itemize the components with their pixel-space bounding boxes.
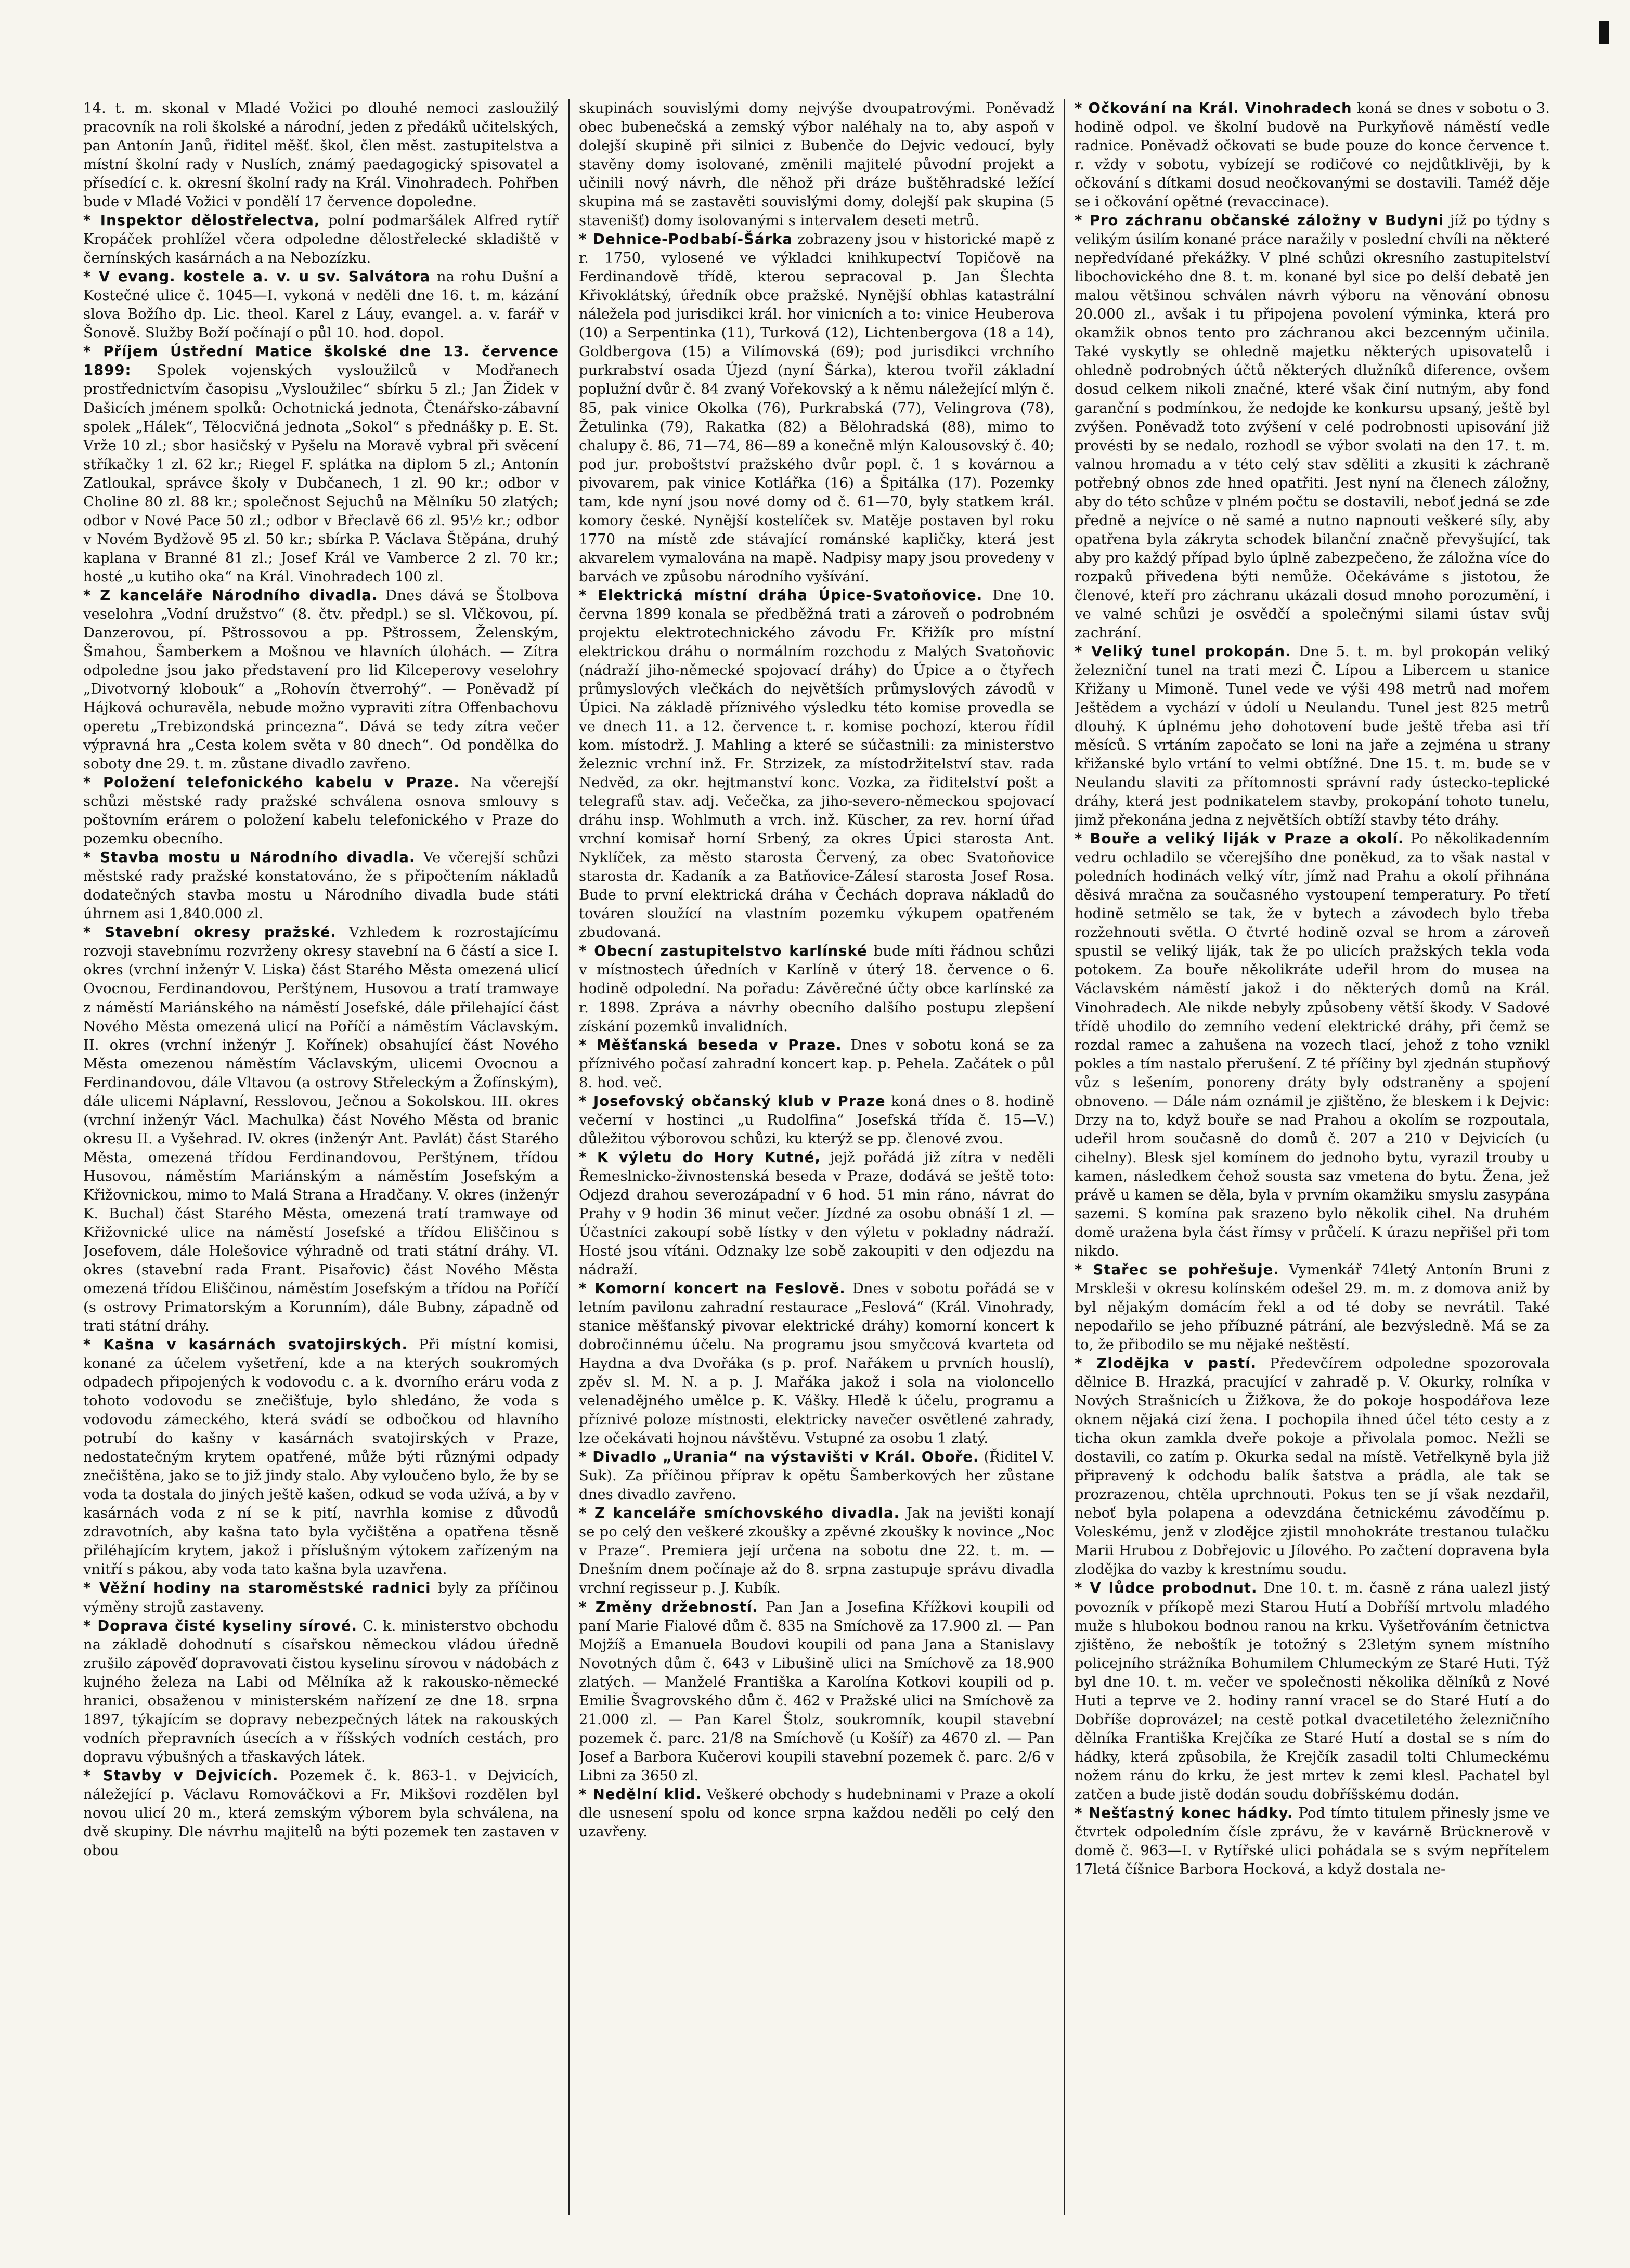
article-headline: * V evang. kostele a. v. u sv. Salvátora [83,268,431,285]
news-article [579,230,1054,586]
article-body: Po několikadenním vedru ochladilo se včerejšího dne poněkud, za to však nastal v poledních hodinách velký vítr, jímž nad Prahu a okolí přihnána děsivá mračna za současného vystoupení temperatury. Po třetí hodině setmělo se tak, že v bytech a závodech bylo třeba rozžehnouti světla. O čtvrté hodině ozval se hrom a zároveň spustil se veliký liják, tak že po ulicích pražských tekla voda potokem. Za bouře několikráte udeřil hrom do musea na Václavském náměstí jakož i do některých domů na Král. Vinohradech. Ale nikde nebyly způsobeny větší škody. V Sadové třídě uhodilo do zemního vedení elektrické dráhy, při čemž se rozdal ramec a zahušena na vozech tlací, jehož z toho vznikl pokles a tím nastalo přerušení. Z té příčiny byl zjednán stupňový vůz s lešením, ponoreny dráty byly odstraněny a spojení obnoveno. — Dále nám oznámil je zjištěno, že bleskem i k Dejvic: Drzy na to, když bouře se nad Prahou a okolím se rozpoutala, udeřil hrom současně do domů č. 207 a 210 v Dejvicích (u cihelny). Blesk sjel komínem do jednoho bytu, vyrazil trouby u kamen, následkem čehož sousta saz vmetena do bytu. Žena, jež právě u kamen se děla, byla v prvním okamžiku smyslu zasypána sazemi. S komína pak srazeno bylo několik cihel. Na druhém domě uražena byla část římsy v průčelí. K úrazu nepřišel při tom nikdo. [1075,830,1550,1259]
article-headline: * Věžní hodiny na staroměstské radnici [83,1580,431,1597]
news-article [83,211,559,267]
article-body: na rohu Dušní a Kostečné ulice č. 1045—I. vykoná v neděli dne 16. t. m. kázání slova Božího dp. Lic. theol. Karel z Láuy, evangel. a. v. farář v Šonově. Služby Boží počínají o půl 10. hod. dopol. [83,268,559,342]
article-headline: * Stařec se pohřešuje. [1075,1261,1279,1278]
article-body: Na včerejší schůzi městské rady pražské schválena osnova smlouvy s poštovním erárem o položení kabelu telefonického v Praze do pozemku obecního. [83,774,559,848]
news-article [83,342,559,585]
article-body: Dnes v sobotu pořádá se v letním pavilonu zahradní restaurace „Feslová“ (Král. Vinohrady, stanice měšťanský pivovar elektrické dráhy) komorní koncert k dobročinnému účelu. Na programu jsou smyčcová kvarteta od Haydna a dva Dvořáka (s p. prof. Nařákem u prvních houslí), zpěv sl. M. N. a p. J. Mařáka jakož i sola na violoncello velenadějného umělce p. K. Vášky. Hledě k účelu, programu a příznivé poloze místnosti, elektricky navečer osvětlené zahrady, lze očekávati hojnou návštěvu. Vstupné za osobu 1 zlatý. [579,1280,1054,1447]
article-headline: * Nešťastný konec hádky. [1075,1804,1293,1821]
article-headline: * Kašna v kasárnách svatojirských. [83,1336,408,1353]
article-body: bude míti řádnou schůzi v místnostech úředních v Karlíně v úterý 18. července o 6. hodině odpolední. Na pořadu: Závěrečné účty obce karlínské za r. 1898. Zpráva a návrhy obecního dalšího postupu zlepšení získání pozemků invalidních. [579,943,1054,1035]
article-headline: * Bouře a veliký liják v Praze a okolí. [1075,830,1404,848]
news-article [83,848,559,923]
article-body: Vymenkář 74letý Antonín Bruni z Mrskleši v okresu kolínském odešel 29. m. m. z domova aniž by byl nějakým domácím řekl a od té doby se nevrátil. Také nepodařilo se jeho příbuzné pátrání, ale bezvýsledně. Má se za to, že přibodilo se mu nějaké neštěstí. [1075,1261,1550,1353]
article-body: Dne 10. t. m. časně z rána ualezl jistý povozník v příkopě mezi Starou Hutí a Dobříší mrtvolu mladého muže s hlubokou bodnou ranou na krku. Vyšetřováním četnictva zjištěno, že neboštík je totožný s 23letým synem místního policejního strážníka Bohumilem Chlumeckým ze Staré Huti. Týž byl dne 10. t. m. večer ve společnosti několika dělníků z Nové Huti a teprve ve 2. hodiny ranní vracel se do Staré Hutí a do Dobříše doprovázel; na cestě potkal dvacetiletého železničního dělníka Františka Krejčíka ze Staré Hutí a dostal se s ním do hádky, která způsobila, že Krejčík zasadil tolti Chlumeckému nožem ránu do krku, že jest mrtev k zemi klesl. Pachatel byl zatčen a bude jistě dodán soudu dobříšskému dodán. [1075,1580,1550,1803]
news-article [1075,1354,1550,1579]
corner-mark [1599,21,1609,44]
article-headline: * Pro záchranu občanské záložny v Budyni [1075,212,1444,229]
article-headline: * V lůdce probodnut. [1075,1580,1258,1597]
article-body: jejž pořádá již zítra v neděli Řemeslnicko-živnostenská beseda v Praze, dodává se ještě toto: Odjezd drahou severozápadní v 6 hod. 51 min ráno, návrat do Prahy v 9 hodin 36 minut večer. Jízdné za osobu obnáší 1 zl. — Účastníci zakoupí sobě lístky v den výletu v pokladny nádraží. Hosté jsou vítáni. Odznaky lze sobě zakoupiti v den odjezdu na nádraží. [579,1149,1054,1278]
news-article [83,1579,559,1616]
article-body: Pan Jan a Josefina Křížkovi koupili od paní Marie Fialové dům č. 835 na Smíchově za 17.900 zl. — Pan Mojžíš a Emanuela Boudovi koupili od pana Jana a Stanislavy Novotných dům č. 643 v Libušině ulici na Smíchově za 18.900 zlatých. — Manželé Františka a Karolína Kotkovi koupili od p. Emilie Švagrovského dům č. 462 v Pražské ulici na Smíchově za 21.000 zl. — Pan Karel Štolz, soukromník, koupil stavební pozemek č. parc. 21/8 na Smíchově (u Košíř) za 4670 zl. — Pan Josef a Barbora Kučerovi koupili stavební pozemek č. parc. 2/6 v Libni za 3650 zl. [579,1598,1054,1784]
article-headline: * Položení telefonického kabelu v Praze. [83,774,460,791]
article-body: Jak na jevišti konají se po celý den veškeré zkoušky a zpěvné zkoušky k novince „Noc v Praze“. Premiera její určena na sobotu dne 22. t. m. — Dnešním dnem počínaje až do 8. srpna zastupuje správu divadla vrchní regisseur p. J. Kubík. [579,1505,1054,1597]
news-article [83,1766,559,1860]
article-headline: * Dehnice-Podbabí-Šárka [579,231,793,248]
article-body: koná dnes o 8. hodině večerní v hostinci „u Rudolfina“ Josefská třída č. 15—V.) důležitou výborovou schůzi, ku kterýž se pp. členové zvou. [579,1092,1054,1147]
news-article [1075,1804,1550,1879]
news-article [1075,1579,1550,1803]
article-body: Pozemek č. k. 863-1. v Dejvicích, náležející p. Václavu Romováčkovi a Fr. Mikšovi rozdělen byl novou ulicí 20 m., která zemským výborem byla schválena, na dvě skupiny. Dle návrhu majitelů na býti pozemek ten zastaven v obou [83,1767,559,1859]
article-body: Předevčírem odpoledne spozorovala dělnice B. Hrazká, pracující v zahradě p. V. Okurky, rolníka v Nových Strašnicích u Žižkova, že do pokoje hospodářova leze oknem nějaká cizí žena. I pochopila ihned účel této cesty a z ticha okun zamkla dveře pokoje a přivolala pomoc. Nežli se dostavili, co zatím p. Okurka sedal na místě. Vetřelkyně byla již připravený k odchodu balík šatstva a prádla, ale tak se prozrazenou, chtěla uprchnouti. Pokus ten se jí však nezdařil, neboť byla polapena a odevzdána četnickému závodčímu p. Voleskému, jenž v zlodějce zjistil mnohokráte trestanou tulačku Marii Hrubou z Dobřejovic u Jílového. Po začtení dopravena byla zlodějka do vazby k krestnímu soudu. [1075,1355,1550,1578]
news-article [1075,642,1550,829]
news-article [579,1036,1054,1092]
article-headline: * Stavba mostu u Národního divadla. [83,849,416,866]
news-article [83,1335,559,1579]
article-body: jíž po týdny s velikým úsilím konané práce naražily v poslední chvíli na některé nepředvídané překážky. V plné schůzi okresního zastupitelství libochovického dne 8. t. m. konané byl sice po delší debatě jen malou většinou schválen návrh výboru na věnování obnosu 20.000 zl., avšak i tu připojena povolení výminka, která pro okamžik obnos tento pro záchranou akci bezcenným učinila. Také vyskytly se ohledně majetku některých upisovatelů i ohledně podrobných účtů některých dlužníků diference, ovšem dosud celkem nikoli značné, které však činí nutným, aby fond garanční s podmínkou, že nedojde ke konkursu upsaný, ještě byl zvýšen. Poněvadž toto zvýšení v celé podrobnosti upisování již provésti by se nedalo, rozhodl se výbor svolati na den 17. t. m. valnou hromadu a v této celý stav sděliti a zkusiti k záchraně potřebný obnos zde hned opatřiti. Jest nyní na členech záložny, aby do této schůze v plném počtu se dostavili, neboť jedná se zde předně a nejvíce o ně samé a nutno napnouti veškeré síly, aby opatřena byla zákryta schodek bilanční značně převyšující, tak aby pro každý případ bylo úplně zabezpečeno, že záložna více do rozpaků přivedena býti nemůže. Očekáváme s jistotou, že členové, kteří pro záchranu ukázali dosud mnoho porozumění, i ve valné schůzi je osvědčí a společnými silami ústav svůj zachrání. [1075,212,1550,641]
news-article [83,1617,559,1766]
news-article [83,267,559,342]
column-3 [1075,99,1550,2220]
article-headline: * Doprava čisté kyseliny sírové. [83,1617,357,1634]
article-body: C. k. ministerstvo obchodu na základě dohodnutí s císařskou německou vládou úředně zrušilo zápověď dopravovati čistou kyselinu sírovou v nádobách z kujného železa na Labi od Mělníka až k rakousko-německé hranici, obsaženou v ministerském nařízení ze dne 18. srpna 1897, týkajícím se dopravy nebezpečných látek na rakouských vodních přepravních úsecích a v říšských vodních cestách, pro dopravu výbušných a třaskavých látek. [83,1617,559,1765]
news-article [579,942,1054,1035]
column-rule-2 [1064,99,1065,2215]
article-headline: * Obecní zastupitelstvo karlínské [579,943,868,960]
article-headline: * Změny držebností. [579,1598,758,1615]
article-headline: * Stavby v Dejvicích. [83,1767,279,1784]
article-headline: * Zlodějka v pastí. [1075,1355,1257,1372]
article-body: Vzhledem k rozrostajícímu rozvoji stavebnímu rozvrženy okresy stavební na 6 částí a sice I. okres (vrchní inženýr V. Liska) část Starého Města omezená ulicí Ovocnou, Ferdinandovou, Perštýnem, Husovou a tratí tramwaye z náměstí Mariánského na náměstí Josefské, dále přilehající část Nového Města omezená ulicí na Poříčí a náměstím Václavským. II. okres (vrchní inženýr J. Kořínek) obsahující část Nového Města omezenou náměstím Václavským, ulicemi Ovocnou a Ferdinandovou, dále Vltavou (a ostrovy Střeleckým a Žofínským), dále ulicemi Náplavní, Resslovou, Ječnou a Sokolskou. III. okres (vrchní inženýr Václ. Machulka) část Nového Města od branic okresu II. a Vyšehrad. IV. okres (inženýr Ant. Pavlát) část Starého Města, omezená třídou Ferdinandovou, Perštýnem, třídou Husovou, náměstím Mariánským a náměstím Josefským a Křižovnickou, mimo to Malá Strana a Hradčany. V. okres (inženýr K. Buchal) část Starého Města, omezená tratí tramwaye od Křižovnické ulice na náměstí Josefské a třídou Eliščinou s Josefovem, dále Holešovice výhradně od trati státní dráhy. VI. okres (stavební rada Frant. Pisařovic) část Nového Města omezená třídou Eliščinou, náměstím Josefským a třídou na Poříčí (s ostrovy Primatorským a Korunním), dále Bubny, západně od trati státní dráhy. [83,924,559,1335]
news-article [579,1785,1054,1841]
news-article [579,1598,1054,1785]
news-article [83,586,559,773]
news-article [83,99,559,211]
article-headline: * K výletu do Hory Kutné, [579,1149,821,1166]
news-article [579,1148,1054,1279]
news-article [1075,829,1550,1260]
article-body: zobrazeny jsou v historické mapě z r. 1750, vylosené ve výkladci knihkupectví Topičově na Ferdinandově třídě, kterou sepracoval p. Jan Šlechta Křivoklátský, úředník obce pražské. Nynější obhlas katastrální náležela pod jurisdikci král. hor vinicních a to: vinice Heuberova (10) a Serpentinka (11), Turková (12), Lichtenbergova (18 a 14), Goldbergova (15) a Vilímovská (69); pod jurisdikci vrchního purkrabství osada Újezd (nyní Šárka), kterou tvořil základní poplužní dvůr č. 84 zvaný Vořekovský a k němu náležející mlýn č. 85, pak vinice Okolka (76), Purkrabská (77), Velingrova (78), Žetulinka (79), Rakatka (82) a Bělohradská (88), mimo to chalupy č. 86, 71—74, 86—89 a konečně mlýn Kalousovský č. 40; pod jur. proboštství pražského dvůr popl. č. 1 s kovárnou a pivovarem, pak vinice Kotlářka (16) a Špitálka (17). Pozemky tam, kde nyní jsou nové domy od č. 61—70, byly statkem král. komory české. Nynější kostelíček sv. Matěje postaven byl roku 1770 na místě zde stávající románské kapličky, která jest akvarelem vymalována na mapě. Nadpisy mapy jsou provedeny v barvách ve způsobu národního vyšívání. [579,231,1054,585]
article-body: polní podmaršálek Alfred rytíř Kropáček prohlížel včera odpoledne dělostřelecké skladiště v černínských kasárnách a na Nebozízku. [83,212,559,267]
column-rule-1 [568,99,570,2215]
article-headline: * Inspektor dělostřelectva, [83,212,320,229]
article-body: koná se dnes v sobotu o 3. hodině odpol. ve školní budově na Purkyňově náměstí vedle radnice. Poněvadž očkovati se bude pouze do konce července t. r. vždy v sobotu, vybízejí se rodičové co nejdůtklivěji, by k očkování s dítkami dosud neočkovanými se dostavili. Taméž děje se i očkování opětné (revaccinace). [1075,100,1550,211]
article-body: byly za příčinou výměny strojů zastaveny. [83,1580,559,1615]
article-body: Spolek vojenských vysloužilců v Modřanech prostřednictvím časopisu „Vysloužilec“ sbírku 5 zl.; Jan Židek v Dašicích jménem spolků: Ochotnická jednota, Čtenářsko-zábavní spolek „Hálek“, Tělocvičná jednota „Sokol“ s přednášky p. E. St. Vrže 10 zl.; sbor hasičský v Pyšelu na Moravě vybral při svěcení stříkačky 1 zl. 62 kr.; Riegel F. splátka na diplom 5 zl.; Antonín Zatloukal, správce školy v Dubčanech, 1 zl. 90 kr.; odbor v Choline 80 zl. 88 kr.; společnost Sejuchů na Mělníku 50 zlatých; odbor v Nové Pace 50 zl.; odbor v Břeclavě 66 zl. 95½ kr.; odbor v Novém Bydžově 95 zl. 50 kr.; sbírka P. Václava Štěpána, druhý kaplana v Branné 81 zl.; Josef Král ve Vamberce 2 zl. 70 kr.; hosté „u kutiho oka“ na Král. Vinohradech 100 zl. [83,362,559,585]
news-article [1075,1260,1550,1354]
news-article [579,586,1054,942]
article-headline: * Měšťanská beseda v Praze. [579,1036,842,1053]
news-article [579,99,1054,230]
article-headline: * Příjem Ústřední Matice školské dne 13. července 1899: [83,343,559,379]
newspaper-columns [83,99,1550,2220]
news-article [579,1504,1054,1597]
article-body: skupinách souvislými domy nejvýše dvoupatrovými. Poněvadž obec bubenečská a zemský výbor naléhaly na to, aby aspoň v dolejší skupině při silnici z Bubenče do Dejvic vedoucí, byly stavěny domy isolované, změnili majitelé původní projekt a učinili nový návrh, dle něhož při dráze buštěhradské ležící skupina má se zastavěti souvislými domy, dolejší pak skupina (5 stavenišť) domy isolovanými s intervalem deseti metrů. [579,100,1054,229]
news-article [579,1448,1054,1504]
article-headline: * Elektrická místní dráha Úpice-Svatoňovice. [579,586,983,604]
article-headline: * Veliký tunel prokopán. [1075,643,1291,660]
news-article [83,923,559,1335]
article-headline: * Komorní koncert na Feslově. [579,1280,846,1297]
article-headline: * Nedělní klid. [579,1785,702,1803]
column-2 [579,99,1054,2220]
article-headline: * Z kanceláře smíchovského divadla. [579,1505,900,1522]
article-body: Veškeré obchody s hudebninami v Praze a okolí dle usnesení spolu od konce srpna každou neděli po celý den uzavřeny. [579,1785,1054,1840]
article-body: 14. t. m. skonal v Mladé Vožici po dlouhé nemoci zasloužilý pracovník na roli školské a národní, jeden z předáků učitelských, pan Antonín Janů, řiditel měšť. škol, člen měst. zastupitelstva a místní školní rady v Nuslích, známý paedagogický spisovatel a přísedící c. k. okresní školní rady na Král. Vinohradech. Pohřben bude v Mladé Vožici v pondělí 17 července dopoledne. [83,100,559,211]
article-body: Dnes v sobotu koná se za příznivého počasí zahradní koncert kap. p. Pehela. Začátek o půl 8. hod. več. [579,1036,1054,1091]
article-body: Pod tímto titulem přinesly jsme ve čtvrtek odpoledním čísle zprávu, že v kavárně Brücknerově v domě č. 963—I. v Rytířské ulici pohádala se s svým nepřítelem 17letá číšnice Barbora Hocková, a když dostala ne- [1075,1804,1550,1878]
news-article [1075,99,1550,211]
article-body: Při místní komisi, konané za účelem vyšetření, kde a na kterých soukromých odpadech připojených k vodovodu c. a k. dvorního eráru voda z tohoto vodovodu se znečišťuje, bylo shledáno, že voda s vodovodu zámeckého, která svádí se odbočkou od hlavního potrubí do kašny v kasárnách svatojirských v Praze, nedostatečným krytem opatřené, může býti různými odpady znečištěna, jako se to již jindy stalo. Aby vyloučeno bylo, že by se voda ta dostala do jiných ještě kašen, odkud se voda užívá, a by v kasárnách voda z ní se k pití, navrhla komise z důvodů zdravotních, aby kašna tato byla vyčištěna a opatřena těsně přiléhajícím krytem, jakož i příslušným výtokem zařízeným na vnitří s pákou, aby voda tato kašna byla uzavřena. [83,1336,559,1578]
news-article [579,1092,1054,1148]
article-headline: * Divadlo „Urania“ na výstavišti v Král. Oboře. [579,1449,979,1466]
news-article [579,1279,1054,1448]
news-article [83,773,559,848]
article-body: (Řiditel V. Suk). Za příčinou příprav k opětu Šamberkových her zůstane dnes divadlo zavřeno. [579,1449,1054,1503]
article-body: Dne 5. t. m. byl prokopán veliký železniční tunel na trati mezi Č. Lípou a Libercem u stanice Křižany u Mimoně. Tunel vede ve výši 498 metrů nad mořem Ještědem a vychází v údolí u Neulandu. Tunel jest 825 metrů dlouhý. K úplnému jeho dohotovení bude ještě třeba asi tří měsíců. S vrtáním započato se loni na jaře a zejména u strany křižanské bylo vrtání to velmi obtížné. Dne 15. t. m. bude se v Neulandu slaviti za přítomnosti správní rady ústecko-teplické dráhy, která jest podnikatelem stavby, prokopání tohoto tunelu, jimž překonána jedna z největších obtíží stavby této dráhy. [1075,643,1550,829]
article-body: Dne 10. června 1899 konala se předběžná trati a zároveň o podrobném projektu elektrotechnického závodu Fr. Křižík pro místní elektrickou dráhu o normálním rozchodu z Malých Svatoňovic (nádraží jiho-německé spojovací dráhy) do Úpice a o čtyřech průmyslových vlečkách do největších průmyslových závodů v Úpici. Na základě příznivého výsledku této komise provedla se ve dnech 11. a 12. července t. r. komise pochozí, kterou řídil kom. místodrž. J. Mahling a které se súčastnili: za ministerstvo železnic vrchní inž. Fr. Strzizek, za místodržitelství stav. rada Nedvěd, za okr. hejtmanství konc. Vozka, za řiditelství pošt a telegrafů stav. adj. Večečka, za jiho-severo-německou spojovací dráhu insp. Wohlmuth a vrch. inž. Küscher, za rev. horní úřad vrchní komisař horní Srbený, za okres Úpici starosta Ant. Nyklíček, za město starosta Červený, za obec Svatoňovice starosta dr. Kadaník a za Batňovice-Zálesí starosta Josef Rosa. Bude to první elektrická dráha v Čechách doprava nákladů do továren sloužící na vlastním pozemku výkupem opatřeném zbudovaná. [579,586,1054,941]
article-headline: * Josefovský občanský klub v Praze [579,1092,886,1110]
article-body: Ve včerejší schůzi městské rady pražské konstatováno, že s připočtením nákladů dodatečných stavba mostu u Národního divadla bude státi úhrnem asi 1,840.000 zl. [83,849,559,922]
article-headline: * Z kanceláře Národního divadla. [83,586,378,604]
news-article [1075,211,1550,642]
article-body: Dnes dává se Štolbova veselohra „Vodní družstvo“ (8. čtv. předpl.) se sl. Vlčkovou, pí. Danzerovou, pí. Pštrossovou a pp. Pštrossem, Želenským, Šmahou, Šamberkem a Mošnou ve hlavních úlohách. — Zítra odpoledne jsou jako představení pro lid Kilceperovy veselohry „Divotvorný klobouk“ a „Rohovín čtverrohý“. — Poněvadž pí Hájková ochuravěla, nebude možno vypraviti zítra Offenbachovu operetu „Trebizondská princezna“. Dává se tedy zítra večer výpravná hra „Cesta kolem světa v 80 dnech“. Od pondělka do soboty dne 29. t. m. zůstane divadlo zavřeno. [83,586,559,773]
article-headline: * Stavební okresy pražské. [83,924,337,941]
column-1 [83,99,559,2220]
article-headline: * Očkování na Král. Vinohradech [1075,100,1352,116]
